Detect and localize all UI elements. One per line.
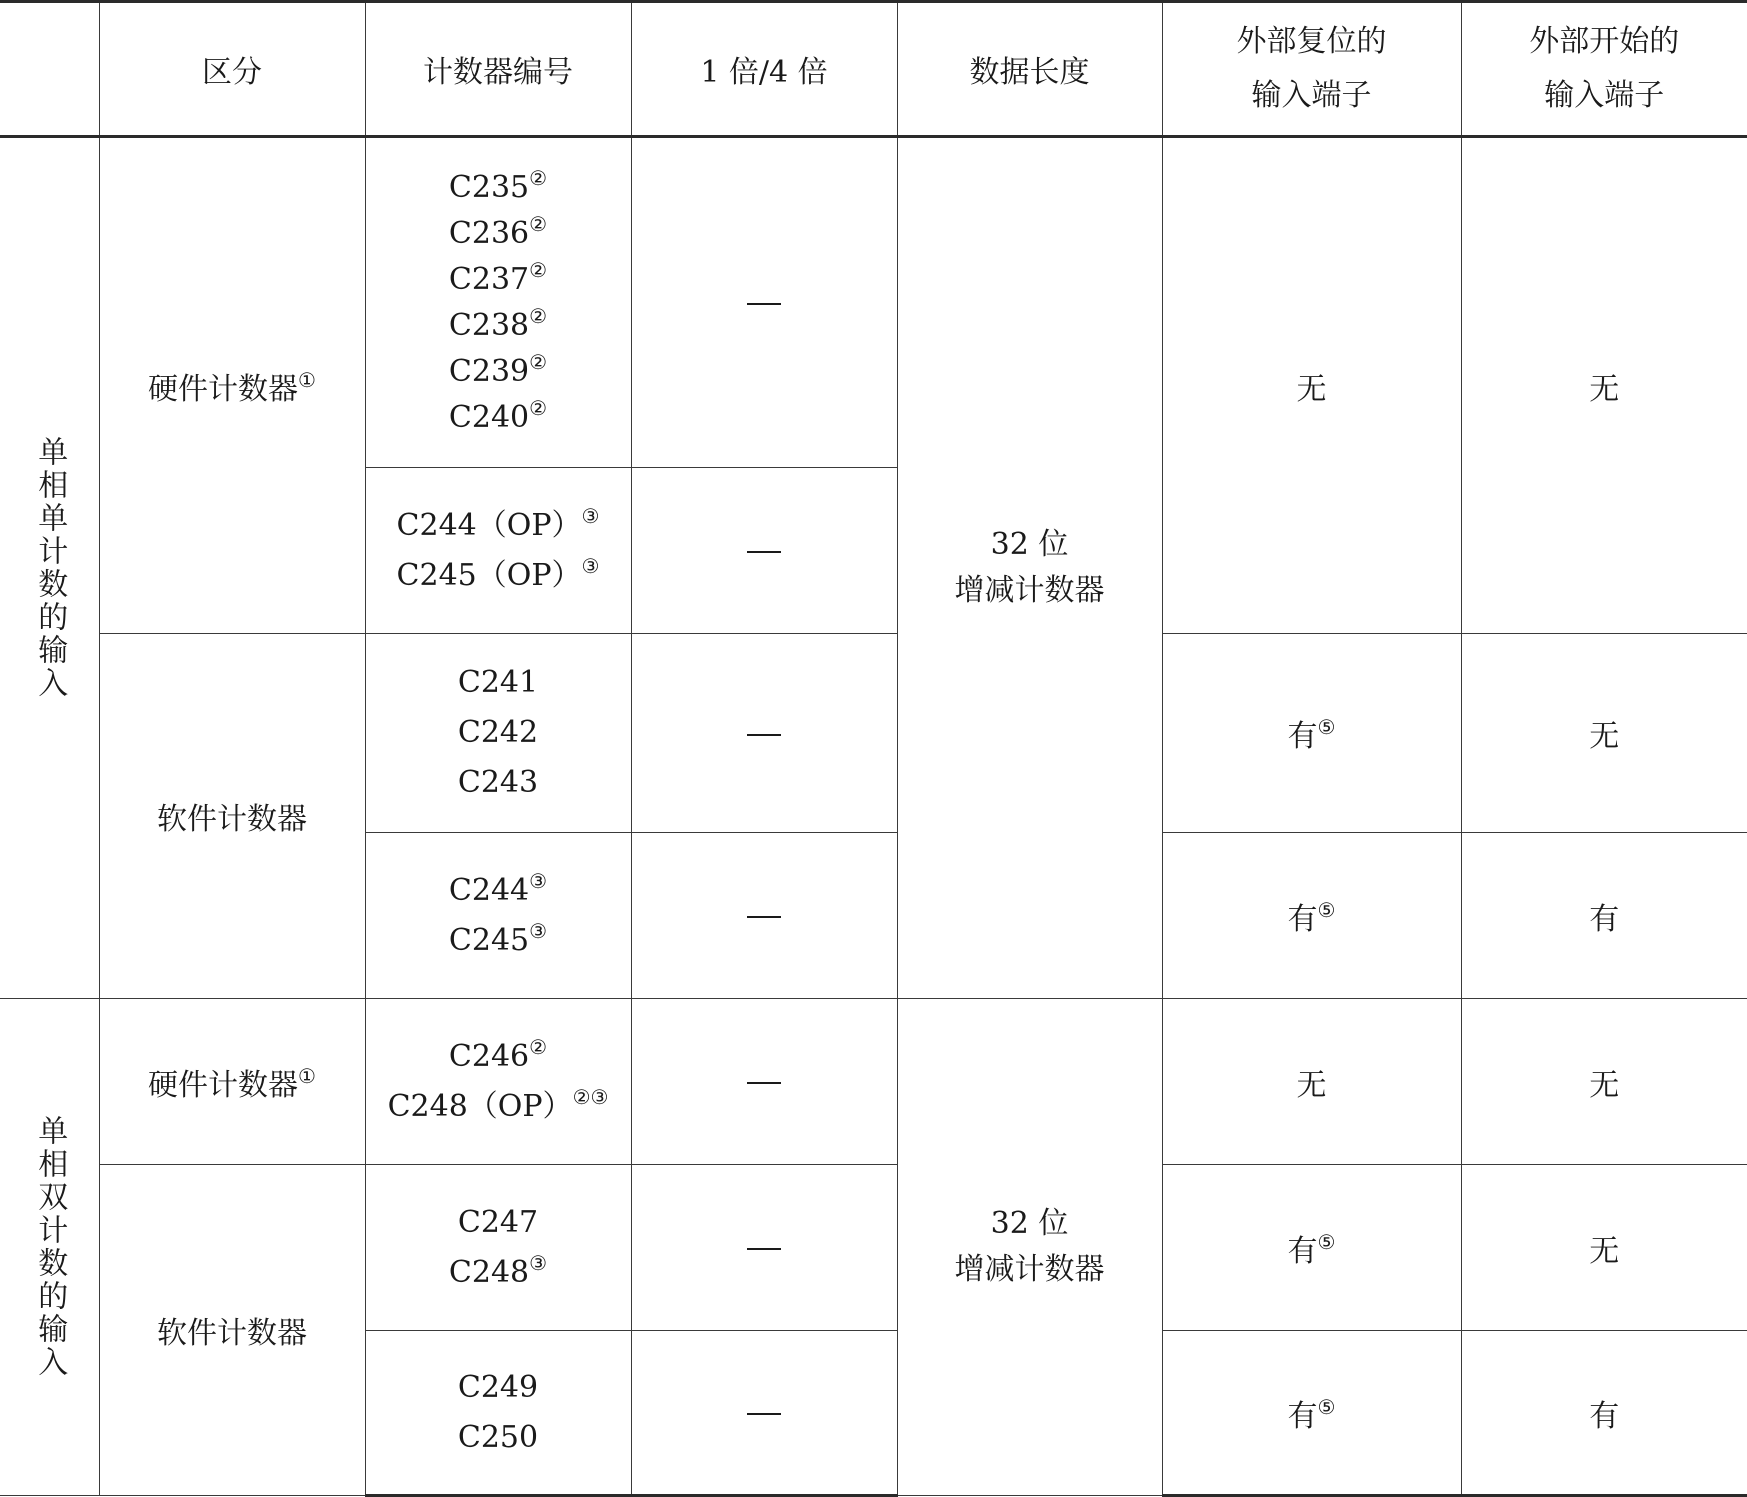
counter-list-cell xyxy=(365,1331,631,1496)
header-counter-no: 计数器编号 xyxy=(365,2,631,137)
counter-id: C244 xyxy=(449,873,529,908)
multiplier-cell xyxy=(631,634,897,833)
start-value: 无 xyxy=(1589,372,1619,407)
header-row xyxy=(0,2,1747,137)
category-cell xyxy=(99,634,365,999)
counter-id: C241 xyxy=(458,665,538,700)
counter-list-cell xyxy=(365,999,631,1165)
footnote-mark: ⑤ xyxy=(1318,1230,1336,1254)
counter-entry xyxy=(366,658,631,708)
table-row xyxy=(0,634,1747,833)
footnote-mark: ② xyxy=(529,212,547,236)
counter-entry xyxy=(366,866,631,916)
header-ext-reset xyxy=(1162,2,1461,137)
footnote-mark: ① xyxy=(298,368,316,392)
counter-list-cell xyxy=(365,833,631,999)
multiplier-cell xyxy=(631,833,897,999)
header-blank xyxy=(0,2,99,137)
reset-cell xyxy=(1162,1165,1461,1331)
header-ext-start-line2: 输入端子 xyxy=(1462,69,1747,123)
category-cell xyxy=(99,137,365,634)
header-category: 区分 xyxy=(99,2,365,137)
multiplier-cell xyxy=(631,137,897,468)
counter-entry xyxy=(366,916,631,966)
counter-entry xyxy=(366,708,631,758)
header-multiplier: 1 倍/4 倍 xyxy=(631,2,897,137)
data-length-type: 增减计数器 xyxy=(898,1247,1162,1293)
counter-list-cell xyxy=(365,468,631,634)
multiplier-cell xyxy=(631,999,897,1165)
dash-mark xyxy=(747,1413,781,1415)
data-length-bits: 32 位 xyxy=(898,522,1162,568)
counter-entry xyxy=(366,211,631,257)
counter-id: C243 xyxy=(458,765,538,800)
reset-value: 有 xyxy=(1288,902,1318,937)
dash-mark xyxy=(747,1082,781,1084)
counter-id: C235 xyxy=(449,170,529,205)
counter-id: C239 xyxy=(449,354,529,389)
counter-id: C248 xyxy=(449,1255,529,1290)
multiplier-cell xyxy=(631,1331,897,1496)
header-ext-start xyxy=(1461,2,1747,137)
group-title-cell xyxy=(0,137,99,999)
dash-mark xyxy=(747,303,781,305)
counter-entry xyxy=(366,1363,631,1413)
start-cell xyxy=(1461,634,1747,833)
dash-mark xyxy=(747,1248,781,1250)
start-cell xyxy=(1461,833,1747,999)
group-title-single-count: 单相单计数的输入 xyxy=(32,436,66,700)
counter-entry xyxy=(366,1413,631,1463)
footnote-mark: ③ xyxy=(529,919,547,943)
header-ext-reset-line1: 外部复位的 xyxy=(1163,15,1461,69)
footnote-mark: ② xyxy=(529,166,547,190)
counter-id: C249 xyxy=(458,1370,538,1405)
footnote-mark: ②③ xyxy=(573,1085,609,1109)
counter-id: C248（OP） xyxy=(388,1089,573,1124)
header-ext-start-line1: 外部开始的 xyxy=(1462,15,1747,69)
multiplier-cell xyxy=(631,1165,897,1331)
counter-id: C238 xyxy=(449,308,529,343)
counter-entry xyxy=(366,1198,631,1248)
start-value: 有 xyxy=(1589,1399,1619,1434)
reset-cell xyxy=(1162,634,1461,833)
table-row xyxy=(0,1165,1747,1331)
counter-id: C250 xyxy=(458,1420,538,1455)
reset-value: 无 xyxy=(1297,372,1327,407)
start-value: 无 xyxy=(1589,719,1619,754)
counter-id: C245（OP） xyxy=(397,558,582,593)
footnote-mark: ⑤ xyxy=(1318,715,1336,739)
reset-cell xyxy=(1162,137,1461,634)
data-length-type: 增减计数器 xyxy=(898,568,1162,614)
header-data-length: 数据长度 xyxy=(897,2,1162,137)
footnote-mark: ② xyxy=(529,396,547,420)
dash-mark xyxy=(747,916,781,918)
counter-entry xyxy=(366,1082,631,1132)
footnote-mark: ② xyxy=(529,1035,547,1059)
reset-value: 有 xyxy=(1288,1234,1318,1269)
category-hardware: 硬件计数器 xyxy=(148,372,298,407)
category-software: 软件计数器 xyxy=(157,802,307,837)
counter-list-cell xyxy=(365,137,631,468)
counter-id: C242 xyxy=(458,715,538,750)
counter-list-cell xyxy=(365,634,631,833)
counter-entry xyxy=(366,395,631,441)
counter-entry xyxy=(366,1248,631,1298)
start-value: 有 xyxy=(1589,902,1619,937)
footnote-mark: ③ xyxy=(582,504,600,528)
reset-cell xyxy=(1162,1331,1461,1496)
footnote-mark: ② xyxy=(529,304,547,328)
footnote-mark: ② xyxy=(529,258,547,282)
counter-id: C237 xyxy=(449,262,529,297)
group-title-cell xyxy=(0,999,99,1496)
category-cell xyxy=(99,999,365,1165)
start-cell xyxy=(1461,1165,1747,1331)
multiplier-cell xyxy=(631,468,897,634)
footnote-mark: ⑤ xyxy=(1318,1395,1336,1419)
footnote-mark: ⑤ xyxy=(1318,898,1336,922)
category-cell xyxy=(99,1165,365,1496)
reset-value: 有 xyxy=(1288,1399,1318,1434)
counter-id: C246 xyxy=(449,1039,529,1074)
counter-entry xyxy=(366,758,631,808)
start-cell xyxy=(1461,999,1747,1165)
data-length-cell xyxy=(897,999,1162,1496)
footnote-mark: ① xyxy=(298,1064,316,1088)
table-row xyxy=(0,999,1747,1165)
counter-entry xyxy=(366,303,631,349)
counter-id: C240 xyxy=(449,400,529,435)
reset-cell xyxy=(1162,833,1461,999)
counter-entry xyxy=(366,165,631,211)
start-cell xyxy=(1461,1331,1747,1496)
counter-entry xyxy=(366,349,631,395)
counter-id: C244（OP） xyxy=(397,508,582,543)
counter-entry xyxy=(366,551,631,601)
group-title-dual-count: 单相双计数的输入 xyxy=(32,1115,66,1379)
reset-value: 有 xyxy=(1288,719,1318,754)
reset-value: 无 xyxy=(1297,1068,1327,1103)
counter-list-cell xyxy=(365,1165,631,1331)
start-value: 无 xyxy=(1589,1068,1619,1103)
counter-entry xyxy=(366,1032,631,1082)
start-cell xyxy=(1461,137,1747,634)
counter-id: C247 xyxy=(458,1205,538,1240)
data-length-cell xyxy=(897,137,1162,999)
dash-mark xyxy=(747,734,781,736)
counter-id: C236 xyxy=(449,216,529,251)
reset-cell xyxy=(1162,999,1461,1165)
table-row xyxy=(0,137,1747,468)
start-value: 无 xyxy=(1589,1234,1619,1269)
category-hardware: 硬件计数器 xyxy=(148,1068,298,1103)
dash-mark xyxy=(747,551,781,553)
header-ext-reset-line2: 输入端子 xyxy=(1163,69,1461,123)
footnote-mark: ② xyxy=(529,350,547,374)
footnote-mark: ③ xyxy=(529,1251,547,1275)
counter-id: C245 xyxy=(449,923,529,958)
data-length-bits: 32 位 xyxy=(898,1201,1162,1247)
counter-entry xyxy=(366,501,631,551)
footnote-mark: ③ xyxy=(582,554,600,578)
category-software: 软件计数器 xyxy=(157,1316,307,1351)
footnote-mark: ③ xyxy=(529,869,547,893)
counter-entry xyxy=(366,257,631,303)
